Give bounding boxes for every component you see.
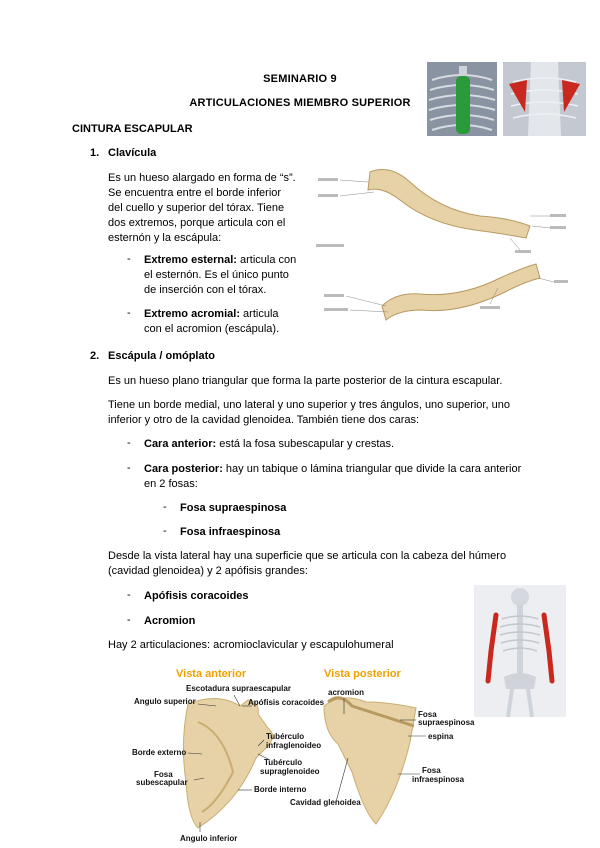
title-posterior: Vista posterior: [324, 668, 401, 680]
label-borde-interno: Borde interno: [254, 785, 307, 794]
label-fosa-infra-2: infraespinosa: [412, 775, 465, 784]
text-line: el esternón. Es el único punto: [144, 269, 289, 281]
clavicle-figure: [310, 160, 570, 340]
label-apofisis: Apófisis coracoides: [248, 698, 325, 707]
text-line: Es un hueso alargado en forma de “s”.: [108, 172, 296, 184]
label-fosa-sub: Fosa: [154, 770, 173, 779]
label-tuberculo-infra: Tubérculo: [266, 732, 305, 741]
label-angulo-inferior: Angulo inferior: [180, 834, 238, 843]
text-line: con el acromion (escápula).: [144, 323, 280, 335]
label-borde-externo: Borde externo: [132, 748, 187, 757]
label-fosa-sub-2: subescapular: [136, 778, 188, 787]
esternal-label: Extremo esternal:: [144, 254, 237, 266]
text-line: Tiene un borde medial, uno lateral y uno superior y tres ángulos, uno superior, uno: [108, 399, 510, 411]
scapula-thumbnail: [503, 62, 586, 136]
text-line: Desde la vista lateral hay una superficie que se articula con la cabeza del húmero: [108, 550, 507, 562]
escapula-paragraph-1: Es un hueso plano triangular que forma la parte posterior de la cintura escapular.: [108, 375, 503, 387]
label-tuberculo-supra-2: supraglenoideo: [260, 767, 320, 776]
section-heading: CINTURA ESCAPULAR: [72, 123, 193, 135]
heading-number: 2.: [90, 350, 100, 362]
label-tuberculo-infra-2: infraglenoideo: [266, 741, 322, 750]
skeleton-thumbnail: [474, 585, 566, 717]
label-escotadura: Escotadura supraescapular: [186, 684, 291, 693]
bullet: -: [127, 614, 131, 626]
text-line: en 2 fosas:: [144, 478, 198, 490]
heading-number: 1.: [90, 147, 100, 159]
fosa-infraespinosa: Fosa infraespinosa: [180, 526, 281, 538]
acromial-label: Extremo acromial:: [144, 308, 240, 320]
escapula-paragraph-2: [108, 398, 538, 428]
sternum-thumbnail: [427, 62, 497, 136]
cara-anterior: [144, 437, 544, 452]
escapula-heading: Escápula / omóplato: [108, 350, 215, 362]
sternum-illustration: [427, 62, 497, 136]
text-line: de inserción con el tórax.: [144, 284, 267, 296]
bullet: -: [127, 437, 131, 449]
bullet: -: [127, 253, 131, 265]
acromion: Acromion: [144, 615, 196, 627]
posterior-text: hay un tabique o lámina triangular que divide la cara anterior: [222, 463, 522, 475]
text-line: inferior y otro de la cavidad glenoidea. También tiene dos caras:: [108, 414, 420, 426]
bullet: -: [163, 501, 167, 513]
label-cavidad: Cavidad glenoidea: [290, 798, 361, 807]
clavicula-paragraph: [108, 171, 308, 246]
esternal-text: articula con: [236, 254, 297, 266]
text-line: Se encuentra entre el borde inferior: [108, 187, 282, 199]
label-tuberculo-supra: Tubérculo: [264, 758, 303, 767]
back-scapula-illustration: [503, 62, 586, 136]
extremo-esternal: [144, 253, 314, 298]
text-line: (cavidad glenoidea) y 2 apófisis grandes:: [108, 565, 308, 577]
text-line: esternón y la escápula:: [108, 232, 222, 244]
cara-posterior: [144, 462, 544, 492]
clavicula-heading: Clavícula: [108, 147, 157, 159]
anterior-text: está la fosa subescapular y crestas.: [216, 438, 395, 450]
clavicle-illustration: [310, 160, 570, 340]
bullet: -: [127, 462, 131, 474]
seminar-title: SEMINARIO 9: [263, 73, 337, 85]
bullet: -: [127, 589, 131, 601]
apofisis-coracoides: Apófisis coracoides: [144, 590, 249, 602]
text-line: dos extremos, porque articula con el: [108, 217, 286, 229]
posterior-label: Cara posterior:: [144, 463, 223, 475]
topic-title: ARTICULACIONES MIEMBRO SUPERIOR: [189, 97, 411, 109]
bullet: -: [163, 525, 167, 537]
label-fosa-supra: Fosa: [418, 710, 437, 719]
anterior-label: Cara anterior:: [144, 438, 217, 450]
skeleton-illustration: [474, 585, 566, 717]
title-anterior: Vista anterior: [176, 668, 247, 680]
label-fosa-infra: Fosa: [422, 766, 441, 775]
scapula-figure: [128, 662, 475, 848]
acromial-text: articula: [239, 308, 279, 320]
extremo-acromial: [144, 307, 314, 337]
label-angulo-superior: Angulo superior: [134, 697, 196, 706]
label-espina: espina: [428, 732, 454, 741]
label-fosa-supra-2: supraespinosa: [418, 718, 475, 727]
label-acromion: acromion: [328, 688, 365, 697]
text-line: del cuello y superior del tórax. Tiene: [108, 202, 285, 214]
bullet: -: [127, 307, 131, 319]
escapula-paragraph-4: Hay 2 articulaciones: acromioclavicular y escapulohumeral: [108, 639, 394, 651]
fosa-supraespinosa: Fosa supraespinosa: [180, 502, 287, 514]
escapula-paragraph-3: [108, 549, 538, 579]
